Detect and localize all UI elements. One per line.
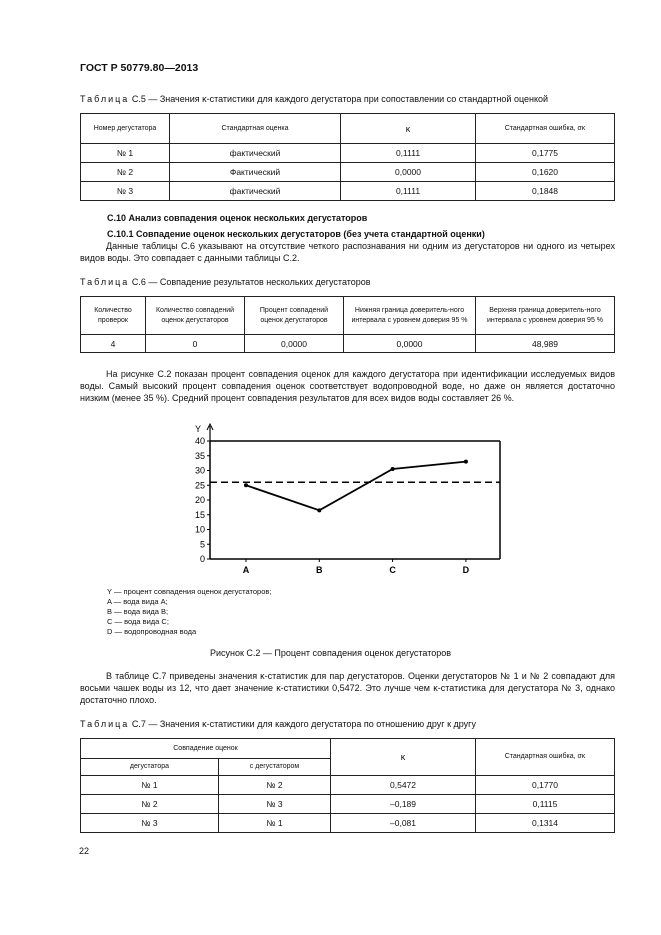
table-cell: № 3	[219, 795, 331, 814]
x-tick-label: B	[316, 565, 323, 575]
paragraph: В таблице С.7 приведены значения κ-статистик для пар дегустаторов. Оценки дегустаторов № 1 и № 2 совпадают для восьми чашек воды из 12, что дает значение κ-статистики 0,5472. Это лучше чем κ-статистика для дегустатора № 3, однако достаточно плохо.	[80, 671, 615, 705]
x-tick-label: C	[389, 565, 396, 575]
table-cell: 0,0000	[245, 335, 344, 353]
document-header: ГОСТ Р 50779.80—2013	[80, 62, 199, 74]
y-tick-label: 25	[194, 480, 205, 491]
x-tick-label: A	[242, 565, 250, 575]
paragraph: Данные таблицы С.6 указывают на отсутствие четкого распознавания ни одним из дегустаторов ни одного из четырех видов воды. Это совпадает с данными таблицы С.2.	[80, 241, 615, 263]
table-c6-caption: Таблица С.6 — Совпадение результатов нескольких дегустаторов	[80, 277, 371, 287]
figure-c2-chart	[175, 418, 515, 583]
data-point	[464, 460, 468, 464]
y-tick-label: 15	[194, 509, 205, 520]
page-number: 22	[79, 846, 90, 856]
legend-item: B — вода вида B;	[107, 607, 169, 616]
table-cell: 0,1620	[476, 163, 615, 182]
series-line	[246, 462, 466, 511]
table-cell: № 3	[81, 814, 219, 833]
y-tick-label: 0	[199, 554, 205, 564]
table-row	[81, 795, 615, 814]
table-cell: 0,5472	[331, 776, 476, 795]
table-cell: 4	[81, 335, 146, 353]
table-c7-subheader: дегустатора	[81, 759, 219, 776]
table-cell: фактический	[170, 182, 341, 201]
y-tick-label: 30	[194, 465, 205, 476]
table-cell: 0,1111	[341, 182, 476, 201]
table-c7-header: Стандартная ошибка, σκ	[476, 739, 615, 776]
table-c5-caption: Таблица С.5 — Значения κ-статистики для каждого дегустатора при сопоставлении со стандартной оценкой	[80, 94, 549, 104]
table-row	[81, 335, 615, 353]
x-tick-label: D	[462, 565, 470, 575]
table-cell: 0,0000	[344, 335, 476, 353]
table-cell: 0	[146, 335, 245, 353]
legend-item: A — вода вида A;	[107, 597, 168, 606]
data-point	[317, 508, 321, 512]
data-point	[244, 483, 248, 487]
table-c5-header: Стандартная ошибка, σκ	[476, 114, 615, 144]
subsection-heading: С.10.1 Совпадение оценок нескольких дегустаторов (без учета стандартной оценки)	[107, 229, 485, 239]
table-cell: 0,1314	[476, 814, 615, 833]
table-c7-header: κ	[331, 739, 476, 776]
table-c5-header: Стандартная оценка	[170, 114, 341, 144]
table-cell: № 1	[219, 814, 331, 833]
table-cell: 0,1111	[341, 144, 476, 163]
figure-legend	[107, 587, 271, 637]
table-c6-header: Количество проверок	[81, 297, 146, 335]
table-c6-header: Процент совпадений оценок дегустаторов	[245, 297, 344, 335]
table-cell: фактический	[170, 144, 341, 163]
table-c5	[80, 113, 615, 201]
table-cell: 0,1770	[476, 776, 615, 795]
y-tick-label: 35	[194, 450, 205, 461]
y-tick-label: 40	[194, 436, 205, 446]
table-row	[81, 814, 615, 833]
data-point	[391, 467, 395, 471]
table-cell: 0,1115	[476, 795, 615, 814]
table-cell: № 3	[81, 182, 170, 201]
table-cell: –0,081	[331, 814, 476, 833]
table-cell: № 1	[81, 144, 170, 163]
table-c7-caption: Таблица С.7 — Значения κ-статистики для каждого дегустатора по отношению друг к другу	[80, 719, 476, 729]
paragraph: На рисунке С.2 показан процент совпадения оценок для каждого дегустатора при идентификации исследуемых видов воды. Самый высокий процент совпадения оценок соответствует водопроводной воде, но даже он является достаточно низким (менее 35 %). Средний процент совпадения результатов для всех видов воды составляет 26 %.	[80, 369, 615, 403]
figure-caption: Рисунок С.2 — Процент совпадения оценок дегустаторов	[209, 648, 452, 658]
y-tick-label: 10	[194, 524, 205, 535]
table-c7-group-header: Совпадение оценок	[81, 739, 331, 759]
table-cell: № 2	[81, 795, 219, 814]
legend-item: C — вода вида C;	[107, 617, 169, 626]
table-c7-subheader: с дегустатором	[219, 759, 331, 776]
y-axis-label: Y	[194, 424, 202, 434]
legend-item: D — водопроводная вода	[107, 627, 197, 636]
table-cell: 0,0000	[341, 163, 476, 182]
y-tick-label: 5	[199, 539, 205, 550]
table-cell: –0,189	[331, 795, 476, 814]
legend-item: Y — процент совпадения оценок дегустаторов;	[107, 587, 272, 596]
table-cell: 0,1848	[476, 182, 615, 201]
y-tick-label: 20	[194, 495, 205, 505]
table-c6-header: Количество совпадений оценок дегустаторов	[146, 297, 245, 335]
table-row	[81, 776, 615, 795]
table-c5-header: Номер дегустатора	[81, 114, 170, 144]
table-cell: 0,1775	[476, 144, 615, 163]
table-cell: № 2	[81, 163, 170, 182]
table-cell: № 1	[81, 776, 219, 795]
table-row	[81, 163, 615, 182]
table-c5-header: κ	[341, 114, 476, 144]
table-row	[81, 144, 615, 163]
table-c7	[80, 738, 615, 833]
table-row	[81, 182, 615, 201]
table-c6-header: Нижняя граница доверитель-ного интервала с уровнем доверия 95 %	[344, 297, 476, 335]
table-c6	[80, 296, 615, 353]
table-cell: 48,989	[476, 335, 615, 353]
table-cell: № 2	[219, 776, 331, 795]
table-c6-header: Верхняя граница доверитель-ного интервала с уровнем доверия 95 %	[476, 297, 615, 335]
table-cell: Фактический	[170, 163, 341, 182]
section-heading: С.10 Анализ совпадения оценок нескольких дегустаторов	[107, 213, 368, 223]
